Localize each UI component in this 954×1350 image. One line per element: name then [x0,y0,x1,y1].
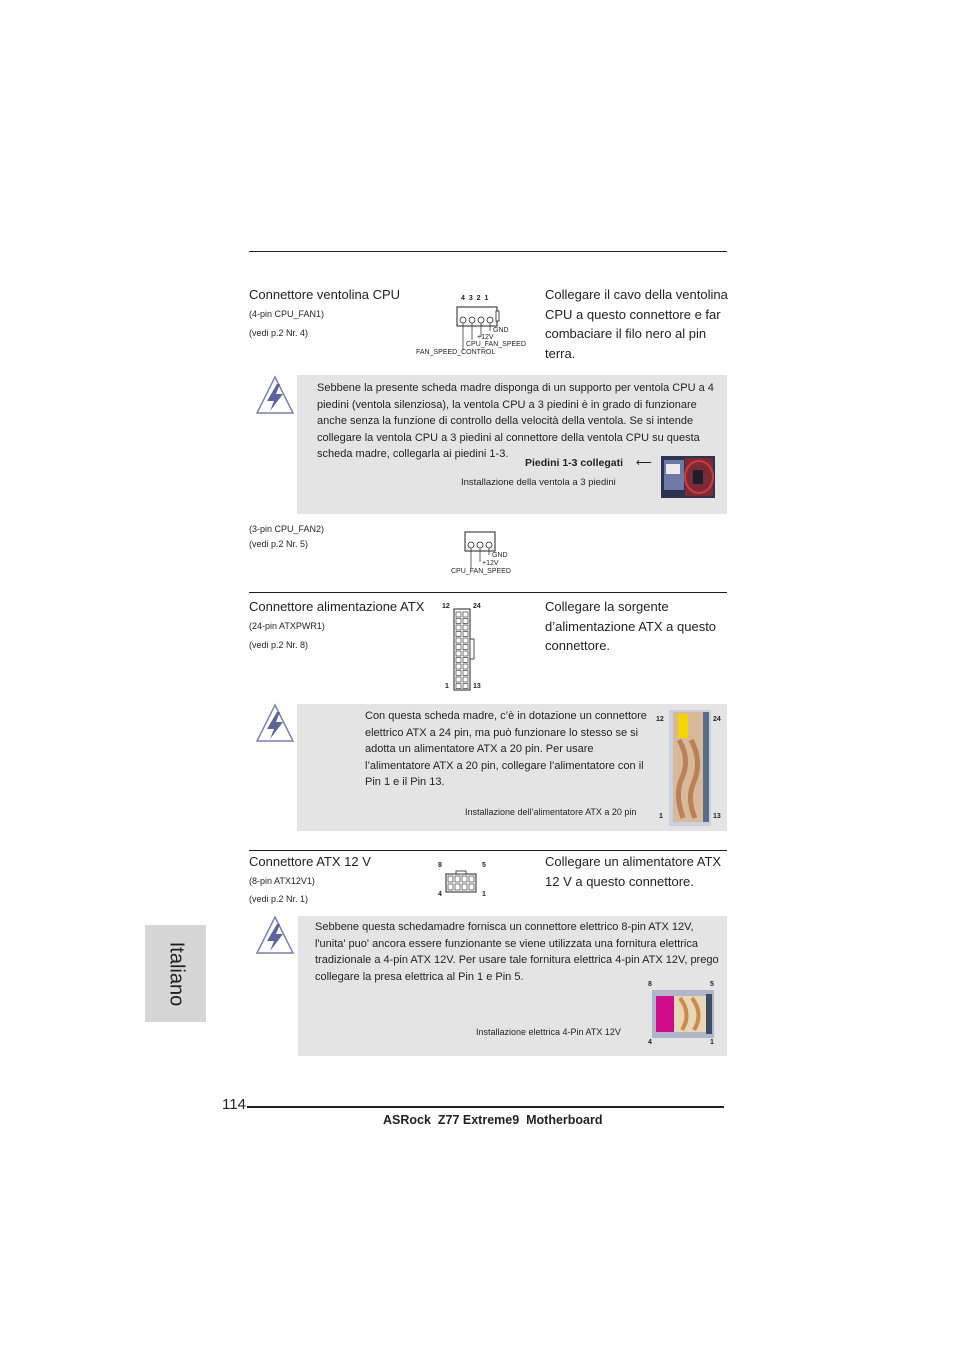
atx-pin-12: 12 [442,603,450,610]
side-tab-label: Italiano [165,941,187,1006]
atx12v-pin-5: 5 [482,862,486,869]
note3-pin-4: 4 [648,1039,652,1046]
atx12v-sub1: (8-pin ATX12V1) [249,876,315,886]
note2-pin-13: 13 [713,813,721,820]
atx12v-pin-4: 4 [438,891,442,898]
atx12v-description: Collegare un alimentatore ATX 12 V a questo connettore. [545,854,722,889]
note2-pin-1: 1 [659,813,663,820]
atx-sub2: (vedi p.2 Nr. 8) [249,640,309,650]
cpu-fan-gnd-label: GND [493,327,509,334]
cpu-fan-12v-label: +12V [477,334,494,341]
footer-rule [247,1106,724,1108]
atx-sub1: (24-pin ATXPWR1) [249,621,325,631]
atx12v-pin-1: 1 [482,891,486,898]
note2-text: Con questa scheda madre, c’è in dotazione un connettore elettrico ATX a 24 pin, ma può funzionare lo stesso se si adotta un alimentatore ATX a 20 pin. Per usare l’alimentatore ATX a 20 pin, collegare l’alimentatore con il Pin 1 e il Pin 13. [365,710,647,789]
cpu-fan2-speed-label: CPU_FAN_SPEED [451,568,511,575]
atx-pin-13: 13 [473,683,481,690]
cpu-fan-diagram [415,294,535,358]
cpu-fan-control-label: FAN_SPEED_CONTROL [416,349,496,356]
note2-pin-24: 24 [713,716,721,723]
warning-icon [255,703,295,743]
atx12v-title: Connettore ATX 12 V [249,854,371,869]
cpu-fan2-gnd-label: GND [492,552,508,559]
section-rule-atx [249,592,727,593]
note3-pin-5: 5 [710,981,714,988]
cpu-fan-title: Connettore ventolina CPU [249,287,401,302]
atx-pin-1: 1 [445,683,449,690]
atx12v-pin-8: 8 [438,862,442,869]
language-side-tab [145,925,206,1022]
footer-product-name: ASRock Z77 Extreme9 Motherboard [383,1113,603,1127]
atx-24pin-diagram [440,603,490,693]
note3-text: Sebbene questa schedamadre fornisca un connettore elettrico 8-pin ATX 12V, l'unita' puo' ancora essere funzionante se viene utilizzata una fornitura elettrica tradizionale a 4-pin ATX 12V. Per usare tale fornitura elettrica 4-pin ATX 12V, prego collegare la presa elettrica al Pin 1 e Pin 5. [315,921,719,983]
note3-pin-8: 8 [648,981,652,988]
note1-caption: Installazione della ventola a 3 piedini [461,477,616,488]
atx-install-photo [669,710,711,826]
cpu-fan-sub2: (vedi p.2 Nr. 4) [249,328,309,338]
cpu-fan-sub1: (4-pin CPU_FAN1) [249,309,325,319]
atx12v-8pin-diagram [434,860,494,902]
cpu-fan-description: Collegare il cavo della ventolina CPU a questo connettore e far combaciare il filo nero al pin terra. [545,287,728,361]
atx-pin-24: 24 [473,603,481,610]
cpu-fan-pin-numbers: 4 3 2 1 [461,295,490,302]
note1-text: Sebbene la presente scheda madre disponga di un supporto per ventola CPU a 4 piedini (ventola silenziosa), la ventola CPU a 3 piedini è in grado di funzionare anche senza la funzione di controllo della velocità della ventola. Se si intende collegare la ventola CPU a 3 piedini al connettore della ventola CPU su questa scheda madre, collegarla ai piedini 1-3. [317,382,714,461]
section-rule-atx12v [249,850,727,851]
note2-caption: Installazione dell’alimentatore ATX a 20 pin [465,807,637,817]
note3-pin-1: 1 [710,1039,714,1046]
note2-pin-12: 12 [656,716,664,723]
atx12v-sub2: (vedi p.2 Nr. 1) [249,894,309,904]
24pin-connector-icon [440,603,490,693]
warning-icon [255,375,295,415]
cpu-fan2-sub2: (vedi p.2 Nr. 5) [249,539,309,549]
top-rule [249,251,727,252]
note1-bold-label: Piedini 1-3 collegati [525,457,624,469]
cpu-fan-speed-label: CPU_FAN_SPEED [466,341,526,348]
atx-title: Connettore alimentazione ATX [249,599,425,614]
atx12v-install-photo [652,990,714,1038]
fan-install-photo [661,456,715,498]
atx-description: Collegare la sorgente d’alimentazione ATX a questo connettore. [545,599,717,653]
note3-caption: Installazione elettrica 4-Pin ATX 12V [476,1027,621,1037]
arrow-left-icon: ⟵ [636,457,652,469]
page-number: 114 [222,1096,246,1113]
warning-icon [255,915,295,955]
cpu-fan2-diagram [450,530,520,580]
cpu-fan2-sub1: (3-pin CPU_FAN2) [249,524,325,534]
cpu-fan2-12v-label: +12V [482,560,499,567]
